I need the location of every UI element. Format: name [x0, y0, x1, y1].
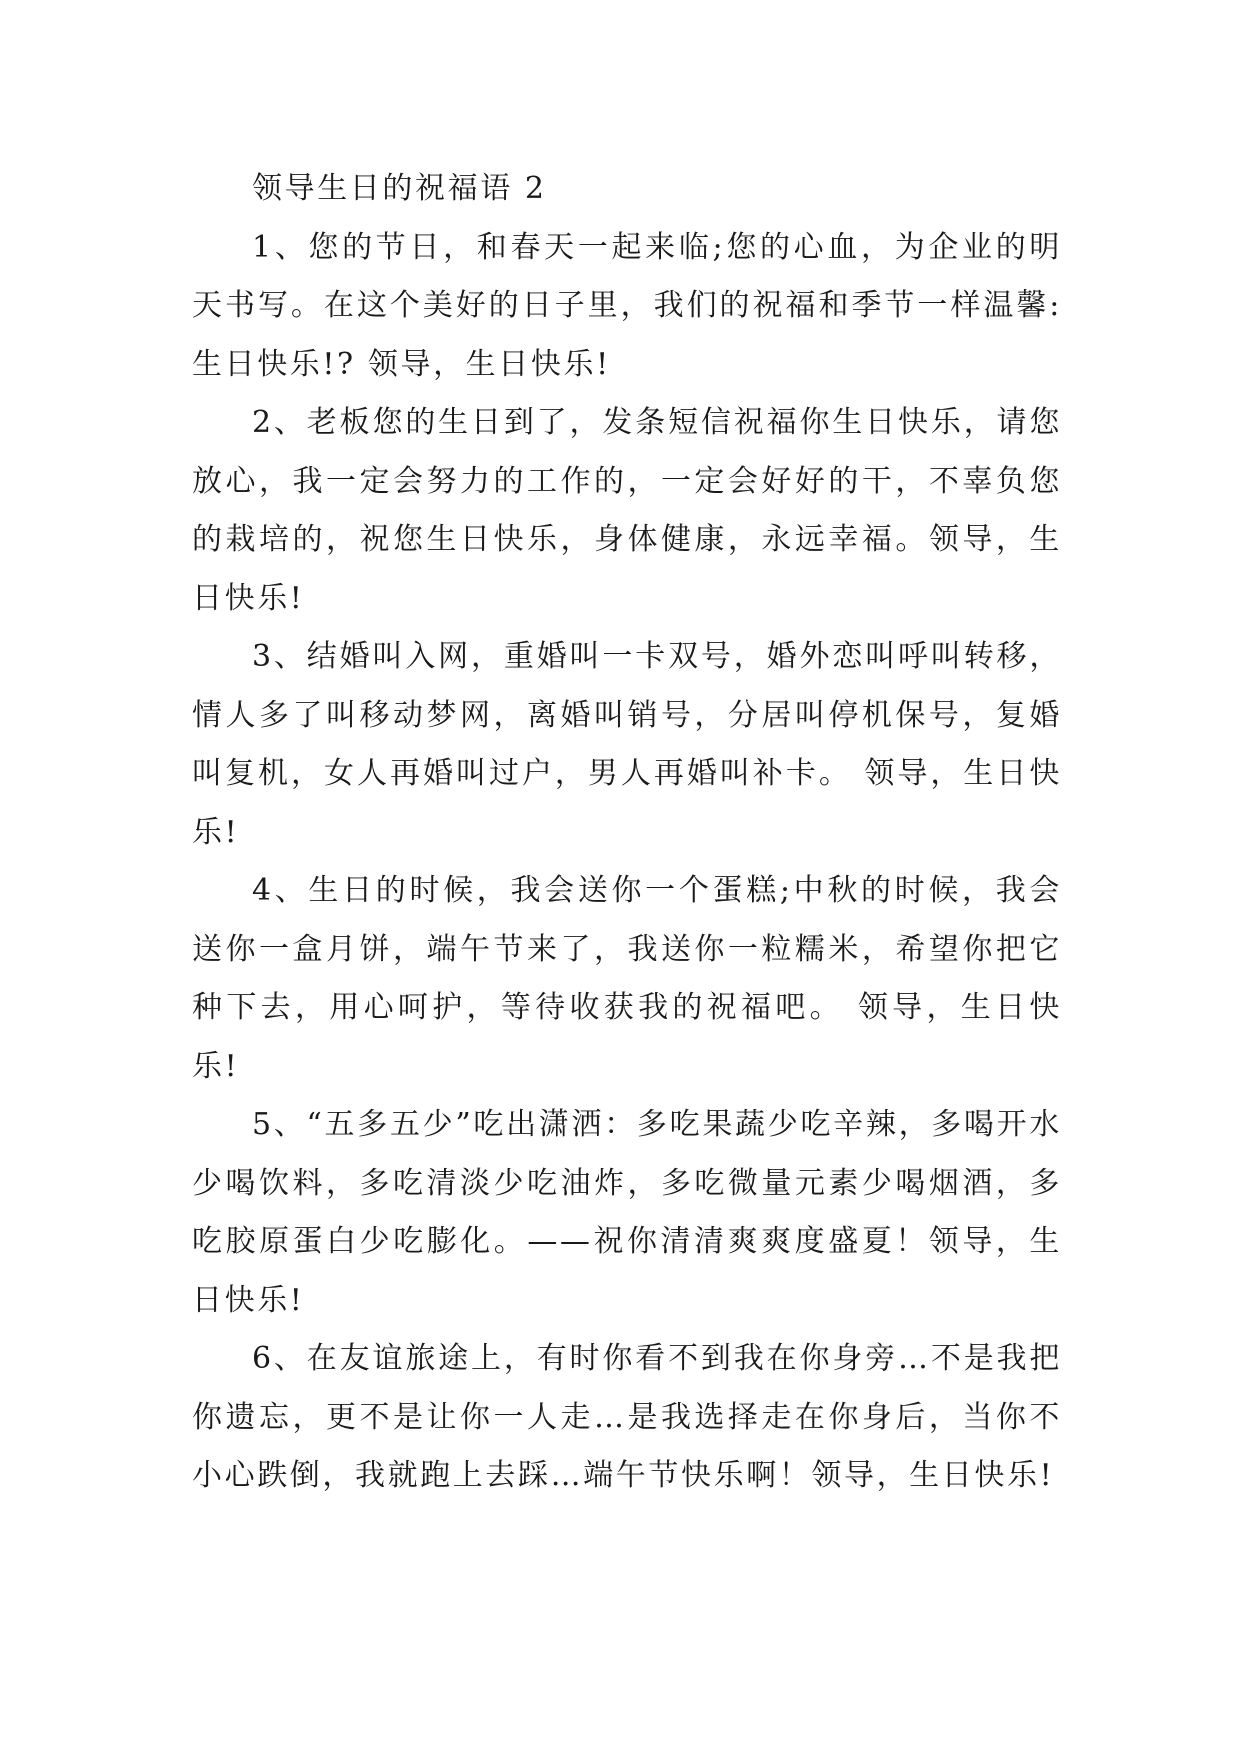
paragraph-3: 3、结婚叫入网，重婚叫一卡双号，婚外恋叫呼叫转移，情人多了叫移动梦网，离婚叫销号，分居叫停机保号，复婚叫复机，女人再婚叫过户，男人再婚叫补卡。 领导，生日快乐!	[192, 639, 1062, 850]
paragraph-6: 6、在友谊旅途上，有时你看不到我在你身旁…不是我把你遗忘，更不是让你一人走…是我选择走在你身后，当你不小心跌倒，我就跑上去踩…端午节快乐啊！领导，生日快乐!	[192, 1341, 1062, 1493]
paragraph-2: 2、老板您的生日到了，发条短信祝福你生日快乐，请您放心，我一定会努力的工作的，一定会好好的干，不辜负您的栽培的，祝您生日快乐，身体健康，永远幸福。领导，生日快乐!	[192, 405, 1062, 616]
paragraph-5: 5、“五多五少”吃出潇洒：多吃果蔬少吃辛辣，多喝开水少喝饮料，多吃清淡少吃油炸，多吃微量元素少喝烟酒，多吃胶原蛋白少吃膨化。——祝你清清爽爽度盛夏！领导，生日快乐!	[192, 1107, 1062, 1318]
paragraph-4: 4、生日的时候，我会送你一个蛋糕;中秋的时候，我会送你一盒月饼，端午节来了，我送你一粒糯米，希望你把它种下去，用心呵护，等待收获我的祝福吧。 领导，生日快乐!	[192, 873, 1062, 1084]
paragraph-1: 1、您的节日，和春天一起来临;您的心血，为企业的明天书写。在这个美好的日子里，我们的祝福和季节一样温馨: 生日快乐!? 领导，生日快乐!	[192, 229, 1062, 382]
document-title: 领导生日的祝福语 2	[252, 171, 547, 206]
document-body	[192, 160, 1062, 1506]
